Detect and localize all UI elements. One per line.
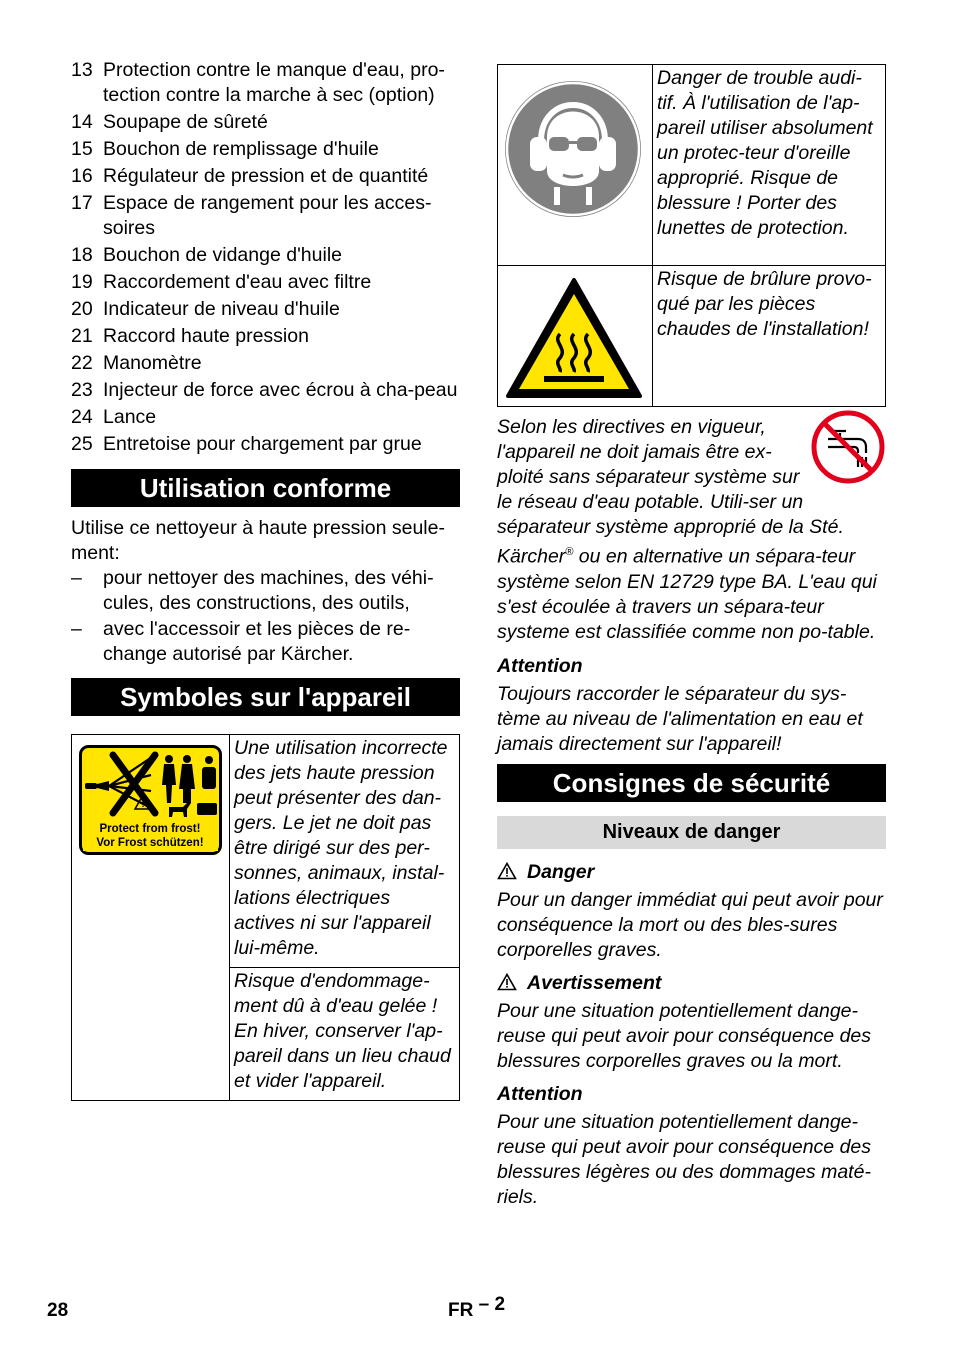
list-item-text: Manomètre xyxy=(103,352,202,374)
list-item xyxy=(71,137,460,162)
list-item-text: Protection contre le manque d'eau, pro-tection contre la marche à sec (option) xyxy=(103,59,445,106)
list-item-text: Raccordement d'eau avec filtre xyxy=(103,271,372,293)
list-item-number: 13 xyxy=(71,59,93,81)
list-item xyxy=(71,270,460,295)
list-item-text: Régulateur de pression et de quantité xyxy=(103,165,429,187)
utilisation-list xyxy=(71,566,460,667)
list-item-number: 14 xyxy=(71,111,93,133)
list-item xyxy=(71,58,460,108)
list-item-text: Soupape de sûreté xyxy=(103,111,268,133)
hearing-warning-text: Danger de trouble audi-tif. À l'utilisation de l'ap-pareil utiliser absolument un protec-teur d'oreille approprié. Risque de blessure ! Porter des lunettes de protection. xyxy=(653,65,886,266)
list-item xyxy=(71,243,460,268)
symbol-cell-jet xyxy=(72,735,230,1101)
list-item-text: Bouchon de remplissage d'huile xyxy=(103,138,379,160)
list-item: – pour nettoyer des machines, des véhi-cules, des constructions, des outils, xyxy=(71,567,434,614)
symbols-table xyxy=(71,734,460,1101)
avertissement-text: Pour une situation potentiellement dange-reuse qui peut avoir pour conséquence des blessures corporelles graves ou la mort. xyxy=(497,999,872,1072)
hearing-and-eye-protection-icon xyxy=(503,79,643,219)
parts-list xyxy=(71,58,460,457)
list-item xyxy=(71,164,460,189)
list-item-number: 15 xyxy=(71,138,93,160)
attention-text-1: Toujours raccorder le séparateur du sys-tème au niveau de l'alimentation en eau et jamais directement sur l'appareil! xyxy=(497,682,863,755)
list-item-text: Espace de rangement pour les acces-soires xyxy=(103,192,432,239)
list-item-number: 22 xyxy=(71,352,93,374)
list-item-text: Raccord haute pression xyxy=(103,325,309,347)
list-item-text: Bouchon de vidange d'huile xyxy=(103,244,342,266)
hot-surface-warning-text: Risque de brûlure provo-qué par les pièces chaudes de l'installation! xyxy=(653,266,886,407)
warning-triangle-icon xyxy=(497,862,517,880)
list-item xyxy=(71,351,460,376)
list-item xyxy=(71,110,460,135)
list-item-number: 20 xyxy=(71,298,93,320)
list-item-text: Entretoise pour chargement par grue xyxy=(103,433,422,455)
attention-text-2: Pour une situation potentiellement dange-reuse qui peut avoir pour conséquence des blessures légères ou des dommages maté-riels. xyxy=(497,1110,872,1208)
hot-surface-warning-icon xyxy=(504,276,644,400)
frost-label-de: Vor Frost schützen! xyxy=(96,837,204,849)
list-item-number: 24 xyxy=(71,406,93,428)
list-item xyxy=(71,324,460,349)
list-item-number: 18 xyxy=(71,244,93,266)
list-item xyxy=(71,432,460,457)
list-item xyxy=(71,378,460,403)
right-column xyxy=(497,64,886,1210)
list-item-text: Indicateur de niveau d'huile xyxy=(103,298,340,320)
danger-label: Danger xyxy=(497,860,886,885)
attention-label-1: Attention xyxy=(497,654,583,677)
left-column xyxy=(71,58,460,1101)
svg-text:!: ! xyxy=(141,799,145,809)
jet-warning-text: Une utilisation incorrecte des jets haute pression peut présenter des dan-gers. Le jet ne doit pas être dirigé sur des per-sonnes, animaux, instal-lations électriques actives ni sur l'appareil lui-même. xyxy=(230,735,460,968)
no-direct-drinking-water-connection-icon xyxy=(810,409,886,485)
heading-consignes: Consignes de sécurité xyxy=(497,764,886,802)
list-item-number: 19 xyxy=(71,271,93,293)
warning-triangle-icon xyxy=(497,973,517,991)
danger-text: Pour un danger immédiat qui peut avoir pour conséquence la mort ou des bles-sures corporelles graves. xyxy=(497,888,883,961)
list-item xyxy=(71,405,460,430)
avertissement-label: Avertissement xyxy=(497,971,886,996)
page-number: 28 xyxy=(47,1300,69,1321)
list-item xyxy=(71,297,460,322)
symbols-table-2 xyxy=(497,64,886,407)
frost-label-en: Protect from frost! xyxy=(99,823,201,835)
high-pressure-jet-warning-icon xyxy=(79,745,225,857)
attention-label-2: Attention xyxy=(497,1082,583,1105)
list-item-number: 25 xyxy=(71,433,93,455)
heading-niveaux: Niveaux de danger xyxy=(497,816,886,849)
list-item-number: 16 xyxy=(71,165,93,187)
utilisation-intro: Utilise ce nettoyeur à haute pression seule-ment: xyxy=(71,517,445,564)
list-item-number: 17 xyxy=(71,192,93,214)
list-item: – avec l'accessoir et les pièces de re-change autorisé par Kärcher. xyxy=(71,618,411,665)
frost-warning-text: Risque d'endommage-ment dû à d'eau gelée ! En hiver, conserver l'ap-pareil dans un lieu chaud et vider l'appareil. xyxy=(230,968,460,1101)
footer-lang: FR – 2 xyxy=(448,1294,506,1321)
list-item-number: 23 xyxy=(71,379,93,401)
list-item-text: Lance xyxy=(103,406,157,428)
heading-symboles: Symboles sur l'appareil xyxy=(71,678,460,716)
list-item xyxy=(71,191,460,241)
symbol-cell-hot xyxy=(498,266,653,407)
separator-block xyxy=(497,415,886,645)
list-item-text: Injecteur de force avec écrou à cha-peau xyxy=(103,379,458,401)
list-item-number: 21 xyxy=(71,325,93,347)
symbol-cell-hearing xyxy=(498,65,653,266)
separator-text: Selon les directives en vigueur, l'appareil ne doit jamais être ex-ploité sans séparateur système sur le réseau d'eau potable. Utili-ser un séparateur système approprié de la Sté. Kärcher® ou en alternative un sépara-teur système selon EN 12729 type BA. L'eau qui s'est écoulée à travers un sépara-teur systeme est classifiée comme non po-table. xyxy=(497,416,877,643)
heading-utilisation: Utilisation conforme xyxy=(71,469,460,507)
